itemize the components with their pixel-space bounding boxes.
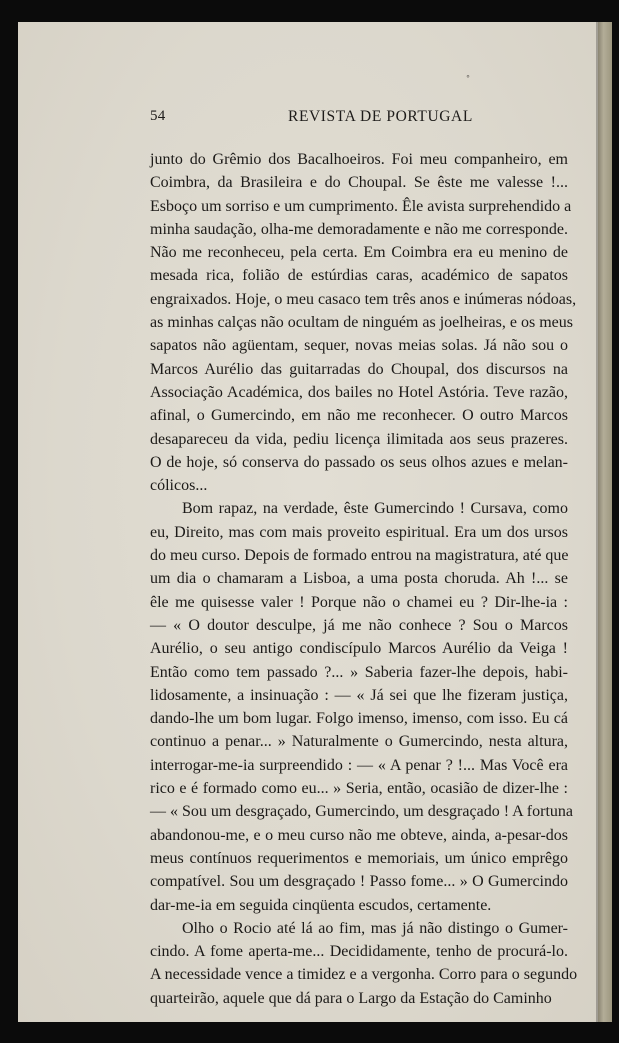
journal-title: REVISTA DE PORTUGAL	[288, 108, 473, 125]
text-line: A necessidade vence a timidez e a vergonha. Corro para o segundo	[150, 966, 578, 984]
text-line: engraixados. Hoje, o meu casaco tem três anos e inúmeras nódoas,	[150, 290, 577, 308]
text-line: minha saudação, olha-me demoradamente e não me corresponde.	[150, 220, 568, 238]
text-line: mesada rica, folião de estúrdias caras, académico de sapatos	[150, 267, 568, 285]
text-line: êle me quisesse valer ! Porque não o chamei eu ? Dir-lhe-ia :	[150, 593, 568, 611]
text-line: abandonou-me, e o meu curso não me obteve, ainda, a-pesar-dos	[150, 826, 568, 844]
paragraph	[150, 148, 577, 497]
text-line: meus contínuos requerimentos e memoriais, um único emprêgo	[150, 849, 568, 867]
text-line: Associação Académica, dos bailes no Hotel Astória. Teve razão,	[150, 383, 568, 401]
text-line: Bom rapaz, na verdade, êste Gumercindo ! Cursava, como	[182, 500, 568, 518]
text-line: Então como tem passado ?... » Saberia fazer-lhe depois, habi-	[150, 663, 568, 681]
text-line: O de hoje, só conserva do passado os seus olhos azues e melan-	[150, 453, 568, 471]
text-line: Marcos Aurélio das guitarradas do Choupal, dos discursos na	[150, 360, 568, 378]
text-line: Olho o Rocio até lá ao fim, mas já não distingo o Gumer-	[182, 919, 568, 937]
text-line: desapareceu da vida, pediu licença ilimitada aos seus prazeres.	[150, 430, 568, 448]
text-line: Não me reconheceu, pela certa. Em Coimbra era eu menino de	[150, 244, 568, 262]
page-number: 54	[150, 108, 166, 124]
text-line: afinal, o Gumercindo, em não me reconhecer. O outro Marcos	[150, 407, 568, 425]
paragraph	[150, 917, 578, 1010]
running-head	[150, 108, 568, 130]
text-line: cindo. A fome aperta-me... Decididamente, tenho de procurá-lo.	[150, 943, 568, 961]
text-line: Aurélio, o seu antigo condiscípulo Marcos Aurélio da Veiga !	[150, 640, 568, 658]
text-line: dar-me-ia em seguida cinqüenta escudos, certamente.	[150, 896, 492, 914]
text-line: do meu curso. Depois de formado entrou na magistratura, até que	[150, 547, 569, 565]
text-line: — « Sou um desgraçado, Gumercindo, um desgraçado ! A fortuna	[150, 803, 574, 821]
text-line: Esboço um sorriso e um cumprimento. Êle avista surprehendido a	[150, 197, 572, 215]
text-line: cólicos...	[150, 477, 208, 495]
text-line: Coimbra, da Brasileira e do Choupal. Se êste me valesse !...	[150, 174, 568, 192]
text-line: eu, Direito, mas com mais proveito espiritual. Era um dos ursos	[150, 523, 568, 541]
text-line: dando-lhe um bom lugar. Folgo imenso, imenso, com isso. Eu cá	[150, 710, 568, 728]
body-text	[150, 148, 578, 1010]
text-line: junto do Grêmio dos Bacalhoeiros. Foi meu companheiro, em	[150, 151, 568, 168]
text-line: lidosamente, a insinuação : — « Já sei que lhe fizeram justiça,	[150, 686, 568, 704]
text-line: rico e é formado como eu... » Seria, então, ocasião de dizer-lhe :	[150, 780, 568, 798]
print-speck: °	[466, 74, 470, 83]
text-line: um dia o chamaram a Lisboa, a uma posta choruda. Ah !... se	[150, 570, 568, 588]
text-line: continuo a penar... » Naturalmente o Gumercindo, nesta altura,	[150, 733, 568, 751]
text-line: interrogar-me-ia surpreendido : — « A penar ? !... Mas Você era	[150, 756, 568, 774]
text-line: sapatos não agüentam, sequer, novas meias solas. Já não sou o	[150, 337, 568, 355]
paragraph	[150, 497, 574, 916]
page-edge-stack	[598, 22, 612, 1022]
text-line: as minhas calças não ocultam de ninguém as joelheiras, e os meus	[150, 314, 573, 332]
text-line: — « O doutor desculpe, já me não conhece ? Sou o Marcos	[150, 616, 568, 634]
text-line: compatível. Sou um desgraçado ! Passo fome... » O Gumercindo	[150, 873, 568, 891]
text-line: quarteirão, aquele que dá para o Largo da Estação do Caminho	[150, 989, 552, 1007]
